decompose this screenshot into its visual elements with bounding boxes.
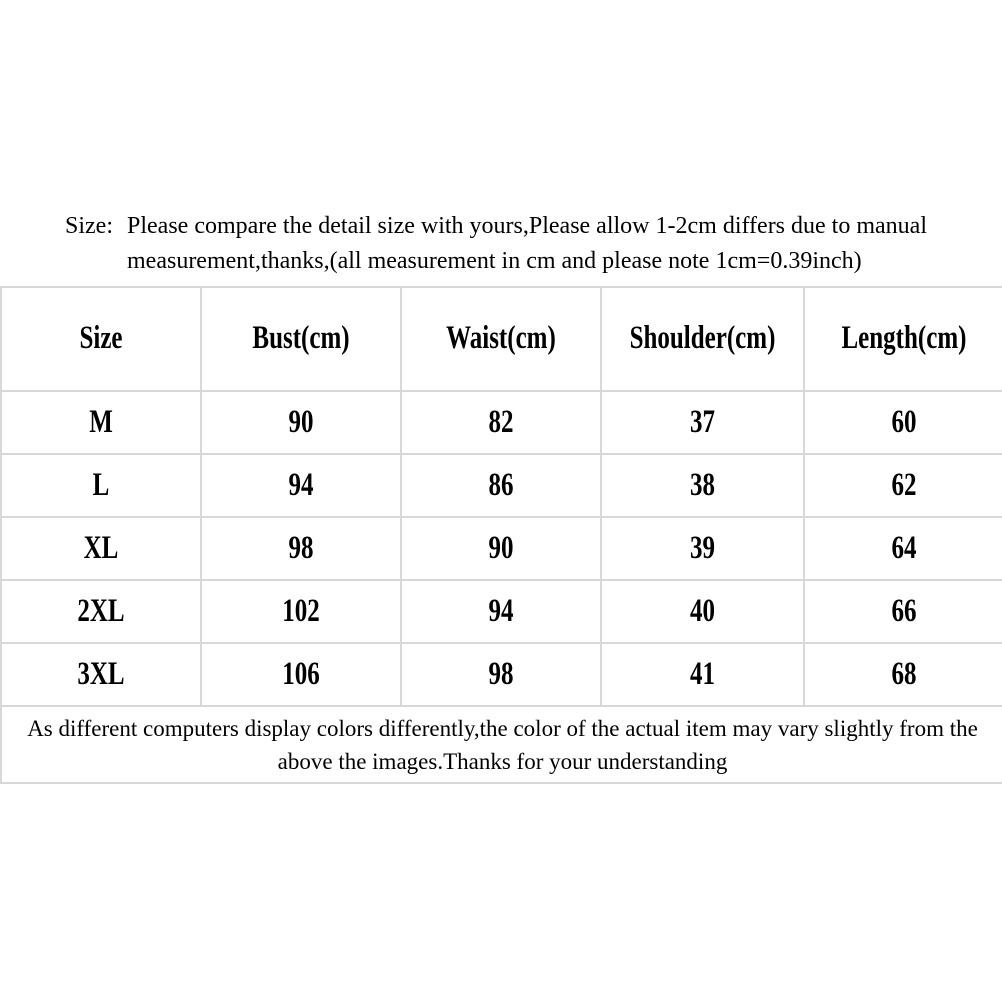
col-header-size-label: Size	[79, 320, 123, 357]
table-cell	[601, 643, 804, 706]
table-cell	[804, 643, 1002, 706]
cell-value: 60	[891, 404, 917, 440]
col-header-bust	[201, 287, 401, 391]
cell-value: 37	[690, 404, 715, 440]
size-table	[0, 286, 1002, 784]
col-header-size	[1, 287, 201, 391]
table-row-m	[1, 391, 1002, 454]
table-cell	[201, 454, 401, 517]
col-header-length-label: Length(cm)	[841, 320, 967, 357]
cell-value: 40	[690, 593, 715, 629]
row-label	[1, 454, 201, 517]
row-label	[1, 391, 201, 454]
col-header-waist-label: Waist(cm)	[446, 320, 556, 357]
cell-value: 98	[488, 656, 514, 692]
cell-value: 94	[488, 593, 514, 629]
cell-value: 98	[288, 530, 314, 566]
cell-value: 2XL	[77, 593, 125, 629]
col-header-waist	[401, 287, 601, 391]
color-disclaimer-line: above the images.Thanks for your understanding	[277, 748, 728, 774]
col-header-length	[804, 287, 1002, 391]
cell-value: 62	[891, 467, 917, 503]
table-row-l	[1, 454, 1002, 517]
table-cell	[401, 580, 601, 643]
cell-value: 94	[288, 467, 314, 503]
footer-row	[1, 706, 1002, 783]
table-cell	[201, 517, 401, 580]
col-header-shoulder-label: Shoulder(cm)	[629, 320, 776, 357]
cell-value: 41	[690, 656, 715, 692]
size-table-footer	[1, 706, 1002, 783]
row-label	[1, 580, 201, 643]
table-cell	[401, 391, 601, 454]
cell-value: 38	[690, 467, 715, 503]
table-cell	[804, 454, 1002, 517]
cell-value: L	[92, 467, 110, 503]
color-disclaimer	[1, 706, 1002, 783]
cell-value: 106	[282, 656, 320, 692]
table-row-2xl	[1, 580, 1002, 643]
col-header-bust-label: Bust(cm)	[252, 320, 350, 357]
size-table-header	[1, 287, 1002, 391]
size-note-line: measurement,thanks,(all measurement in cm and please note 1cm=0.39inch)	[127, 248, 862, 274]
size-note	[65, 209, 1002, 279]
cell-value: M	[89, 404, 113, 440]
table-row-3xl	[1, 643, 1002, 706]
color-disclaimer-line: As different computers display colors differently,the color of the actual item may vary slightly from the	[27, 715, 978, 741]
cell-value: 90	[288, 404, 314, 440]
table-cell	[201, 391, 401, 454]
table-row-xl	[1, 517, 1002, 580]
table-cell	[804, 580, 1002, 643]
table-cell	[601, 580, 804, 643]
cell-value: 66	[891, 593, 917, 629]
cell-value: 3XL	[77, 656, 125, 692]
table-cell	[401, 643, 601, 706]
table-cell	[804, 517, 1002, 580]
size-note-label: Size:	[65, 213, 113, 239]
table-cell	[601, 391, 804, 454]
table-cell	[601, 454, 804, 517]
size-table-body	[1, 391, 1002, 706]
size-note-line: Please compare the detail size with yours,Please allow 1-2cm differs due to manual	[127, 213, 927, 239]
cell-value: XL	[83, 530, 119, 566]
cell-value: 102	[282, 593, 320, 629]
cell-value: 39	[690, 530, 715, 566]
cell-value: 64	[891, 530, 917, 566]
table-cell	[401, 517, 601, 580]
table-cell	[201, 643, 401, 706]
table-cell	[804, 391, 1002, 454]
table-cell	[401, 454, 601, 517]
row-label	[1, 643, 201, 706]
row-label	[1, 517, 201, 580]
cell-value: 86	[488, 467, 514, 503]
col-header-shoulder	[601, 287, 804, 391]
cell-value: 82	[488, 404, 514, 440]
header-row	[1, 287, 1002, 391]
size-note-text	[127, 209, 927, 279]
cell-value: 68	[891, 656, 917, 692]
cell-value: 90	[488, 530, 514, 566]
table-cell	[201, 580, 401, 643]
table-cell	[601, 517, 804, 580]
